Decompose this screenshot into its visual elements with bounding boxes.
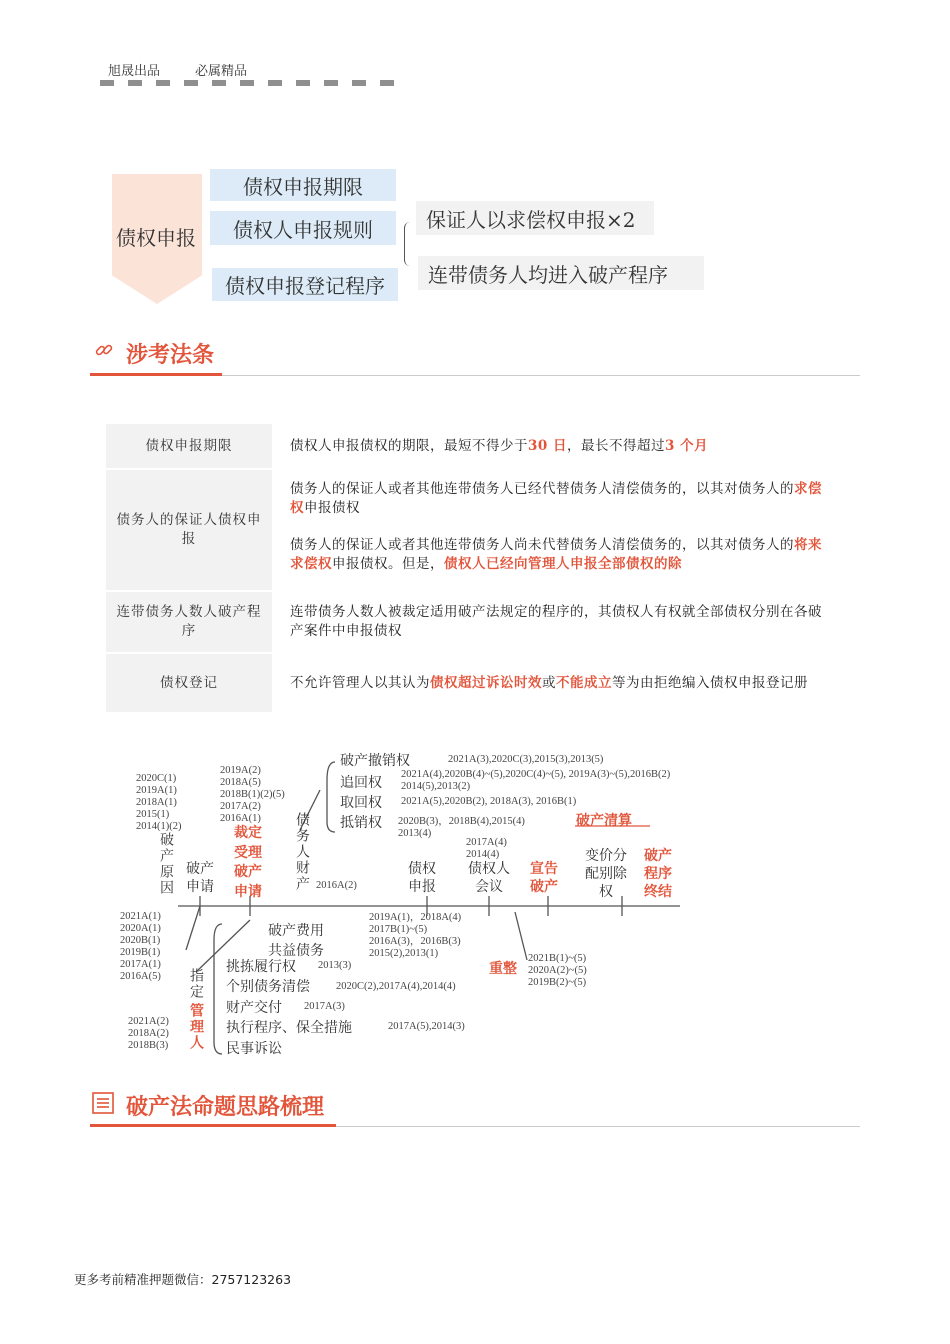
right-revoke-refs: 2021A(3),2020C(3),2015(3),2013(5): [448, 754, 604, 765]
diagram-box-procedure: 债权申报登记程序: [212, 268, 398, 301]
declare-label: 宣告破产: [530, 861, 558, 895]
right-offset-refs2: 2013(4): [398, 828, 432, 839]
highlight: 3 个月: [665, 437, 709, 454]
right-revoke: 破产撤销权: [340, 753, 410, 769]
text: 或: [542, 674, 556, 691]
right-recover-refs: 2021A(4),2020B(4)~(5),2020C(4)~(5), 2019A(3)~(5),2016B(2): [401, 769, 671, 780]
right-retrieve-refs: 2021A(5),2020B(2), 2018A(3), 2016B(1): [401, 796, 577, 807]
row-content: 连带债务人数人被裁定适用破产法规定的程序的，其债权人有权就全部债权分别在各破产案件中申报债权: [290, 604, 822, 639]
footer-text: 更多考前精准押题微信：2757123263: [74, 1272, 292, 1287]
header-tagline: 必属精品: [195, 64, 248, 79]
accept-apply: 破产申请: [234, 864, 262, 900]
highlight: 不能成立: [556, 674, 612, 691]
appoint-label: 指定: [188, 968, 204, 1000]
right-offset: 抵销权: [340, 815, 382, 831]
text: 申报债权。但是，: [332, 556, 444, 572]
item-execution-refs: 2017A(5),2014(3): [388, 1021, 465, 1032]
accept-ruling: 裁定: [234, 825, 262, 841]
list-icon: [92, 1092, 114, 1118]
debtor-property-label: 债务人财产: [294, 812, 310, 892]
claim-declare-label: 债权申报: [408, 861, 436, 895]
diagram-main-label: 债权申报: [116, 226, 196, 250]
appoint-refs: 2021A(2) 2018A(2) 2018B(3): [128, 1016, 169, 1051]
claim-refs: 2019A(1)，2018A(4) 2017B(1)~(5) 2016A(3)，2016B(3) 2015(2),2013(1): [369, 912, 462, 959]
reorg-label: 重整: [489, 961, 517, 977]
item-pick: 挑拣履行权: [226, 959, 296, 975]
text: ，最长不得超过: [567, 437, 665, 454]
item-fees: 破产费用: [268, 923, 324, 939]
reorg-refs: 2021B(1)~(5) 2020A(2)~(5) 2019B(2)~(5): [528, 953, 587, 988]
distribution-label: 变价分配别除权: [585, 848, 627, 900]
appoint-admin: 管理人: [188, 1003, 204, 1051]
highlight: 将来求偿权: [290, 537, 822, 572]
right-recover-refs2: 2014(5),2013(2): [401, 781, 471, 792]
section-title-laws: 涉考法条: [126, 342, 215, 368]
highlight: 债权人已经向管理人申报全部债权的除: [444, 556, 682, 572]
row-label: 债权登记: [106, 654, 272, 712]
diagram-box-rules: 债权人申报规则: [210, 211, 396, 245]
apply-refs: 2019A(2) 2018A(5) 2018B(1)(2)(5) 2017A(2) 2016A(1): [220, 765, 285, 824]
text: 等为由拒绝编入债权申报登记册: [612, 674, 808, 691]
accept-label: 受理: [234, 845, 262, 861]
right-offset-refs: 2020B(3)，2018B(4),2015(4): [398, 816, 525, 827]
apply-label: 破产申请: [186, 861, 214, 895]
text: 债务人的保证人或者其他连带债务人尚未代替债务人清偿债务的，以其对债务人的: [290, 537, 794, 553]
admin-refs: 2021A(1) 2020A(1) 2020B(1) 2019B(1) 2017A(1) 2016A(5): [120, 911, 161, 982]
diagram-rule-joint-debtor: 连带债务人均进入破产程序: [418, 256, 704, 290]
meeting-refs: 2017A(4) 2014(4): [466, 837, 507, 860]
cause-refs: 2020C(1) 2019A(1) 2018A(1) 2015(1) 2014(1)(2): [136, 773, 182, 832]
item-individual-refs: 2020C(2),2017A(4),2014(4): [336, 981, 456, 992]
text: 债务人的保证人或者其他连带债务人已经代替债务人清偿债务的，以其对债务人的: [290, 481, 794, 497]
liquidation-label: 破产清算: [576, 813, 632, 829]
item-delivery: 财产交付: [226, 1000, 282, 1016]
text: 不允许管理人以其认为: [290, 674, 430, 691]
creditors-meeting-label: 债权人会议: [468, 861, 510, 895]
right-retrieve: 取回权: [340, 795, 382, 811]
highlight: 债权超过诉讼时效: [430, 674, 542, 691]
diagram-box-period: 债权申报期限: [210, 169, 396, 201]
highlight: 30 日: [528, 437, 567, 454]
text: 债权人申报债权的期限，最短不得少于: [290, 437, 528, 454]
cause-label: 破产原因: [158, 832, 174, 896]
item-delivery-refs: 2017A(3): [304, 1001, 345, 1012]
row-label: 债权申报期限: [106, 424, 272, 468]
item-individual: 个别债务清偿: [226, 979, 310, 995]
highlight: 求偿权: [290, 481, 822, 516]
header-brand: 旭晟出品: [108, 64, 161, 79]
item-common-debt: 共益债务: [268, 943, 324, 959]
diagram-rule-guarantor: 保证人以求偿权申报×2: [416, 201, 654, 235]
end-label: 破产程序终结: [644, 848, 672, 900]
item-execution: 执行程序、保全措施: [226, 1020, 352, 1036]
row-label: 连带债务人数人破产程序: [106, 592, 272, 652]
right-recover: 追回权: [340, 775, 382, 791]
section-accent: [90, 1124, 336, 1127]
text: 申报债权: [304, 500, 360, 516]
section-title-ideas: 破产法命题思路梳理: [126, 1094, 325, 1120]
item-pick-refs: 2013(3): [318, 960, 352, 971]
item-civil: 民事诉讼: [226, 1041, 282, 1057]
debtor-property-ref: 2016A(2): [316, 880, 357, 891]
row-label: 债务人的保证人债权申报: [106, 470, 272, 590]
